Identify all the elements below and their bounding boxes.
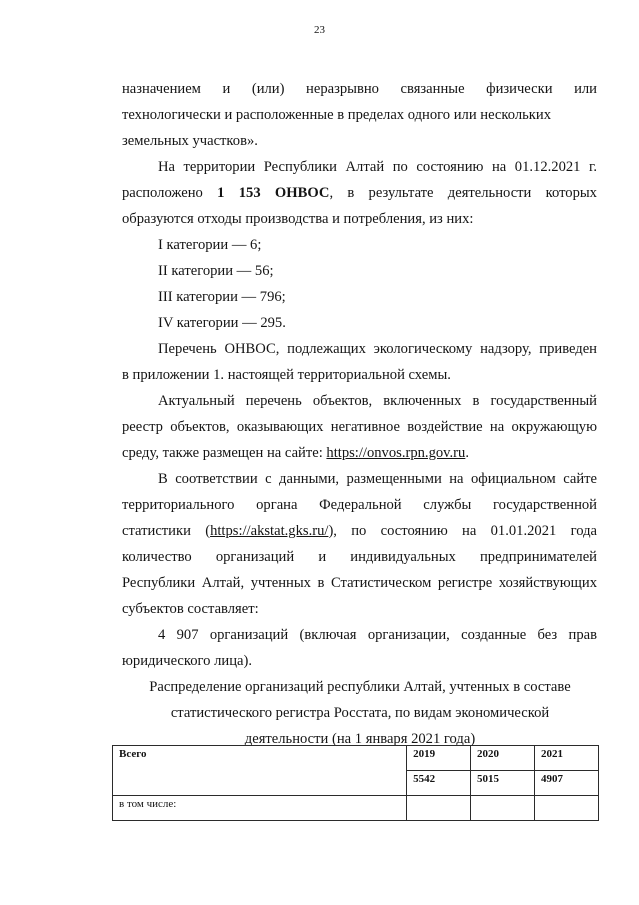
caption-line: деятельности (на 1 января 2021 года) [244, 731, 476, 747]
total-value: 5542 [407, 771, 471, 796]
total-value: 4907 [535, 771, 599, 796]
text-fragment: , в результате деятельности которых [329, 185, 597, 201]
empty-cell [407, 796, 471, 821]
empty-cell [471, 796, 535, 821]
paragraph-line [122, 522, 597, 540]
year-header: 2020 [471, 746, 535, 771]
paragraph-line: 4 907 организаций (включая организации, созданные без прав [158, 627, 597, 643]
total-label: Всего [113, 746, 407, 796]
onvos-link[interactable]: https://onvos.rpn.gov.ru [326, 445, 466, 461]
category-item: II категории — 56; [158, 263, 274, 279]
year-header: 2019 [407, 746, 471, 771]
paragraph-line: Перечень ОНВОС, подлежащих экологическому надзору, приведен [158, 341, 597, 357]
paragraph-line: В соответствии с данными, размещенными на официальном сайте [158, 471, 597, 487]
paragraph-line: субъектов составляет: [122, 601, 259, 617]
akstat-link[interactable]: https://akstat.gks.ru/ [210, 523, 329, 539]
caption-line: статистического регистра Росстата, по видам экономической [170, 705, 550, 721]
paragraph-line: земельных участков». [122, 133, 258, 149]
paragraph-line [122, 444, 469, 462]
organizations-table [112, 745, 599, 821]
paragraph-line: На территории Республики Алтай по состоянию на 01.12.2021 г. [158, 159, 597, 175]
caption-line: Распределение организаций республики Алтай, учтенных в составе [149, 679, 571, 695]
year-header: 2021 [535, 746, 599, 771]
paragraph-line: Актуальный перечень объектов, включенных в государственный [158, 393, 597, 409]
paragraph-line: Республики Алтай, учтенных в Статистическом регистре хозяйствующих [122, 575, 597, 591]
text-fragment: статистики ( [122, 523, 211, 539]
paragraph-line: реестр объектов, оказывающих негативное воздействие на окружающую [122, 419, 597, 435]
including-label: в том числе: [113, 796, 407, 821]
category-item: IV категории — 295. [158, 315, 286, 331]
onvos-count: 1 153 ОНВОС [217, 185, 330, 201]
table-row [113, 746, 599, 771]
page-number: 23 [314, 24, 325, 36]
total-value: 5015 [471, 771, 535, 796]
text-fragment: . [465, 445, 469, 461]
paragraph-line: территориального органа Федеральной службы государственной [122, 497, 597, 513]
category-item: I категории — 6; [158, 237, 262, 253]
text-fragment: расположено [122, 185, 203, 201]
empty-cell [535, 796, 599, 821]
paragraph-line: назначением и (или) неразрывно связанные физически или [122, 81, 597, 97]
category-item: III категории — 796; [158, 289, 286, 305]
paragraph-line: образуются отходы производства и потребления, из них: [122, 211, 474, 227]
paragraph-line: в приложении 1. настоящей территориальной схемы. [122, 367, 451, 383]
paragraph-line: количество организаций и индивидуальных предпринимателей [122, 549, 597, 565]
paragraph-line [122, 184, 597, 202]
paragraph-line: технологически и расположенные в пределах одного или нескольких [122, 107, 551, 123]
table-row [113, 796, 599, 821]
text-fragment: ), по состоянию на 01.01.2021 года [328, 523, 597, 539]
text-fragment: среду, также размещен на сайте: [122, 445, 327, 461]
paragraph-line: юридического лица). [122, 653, 253, 669]
